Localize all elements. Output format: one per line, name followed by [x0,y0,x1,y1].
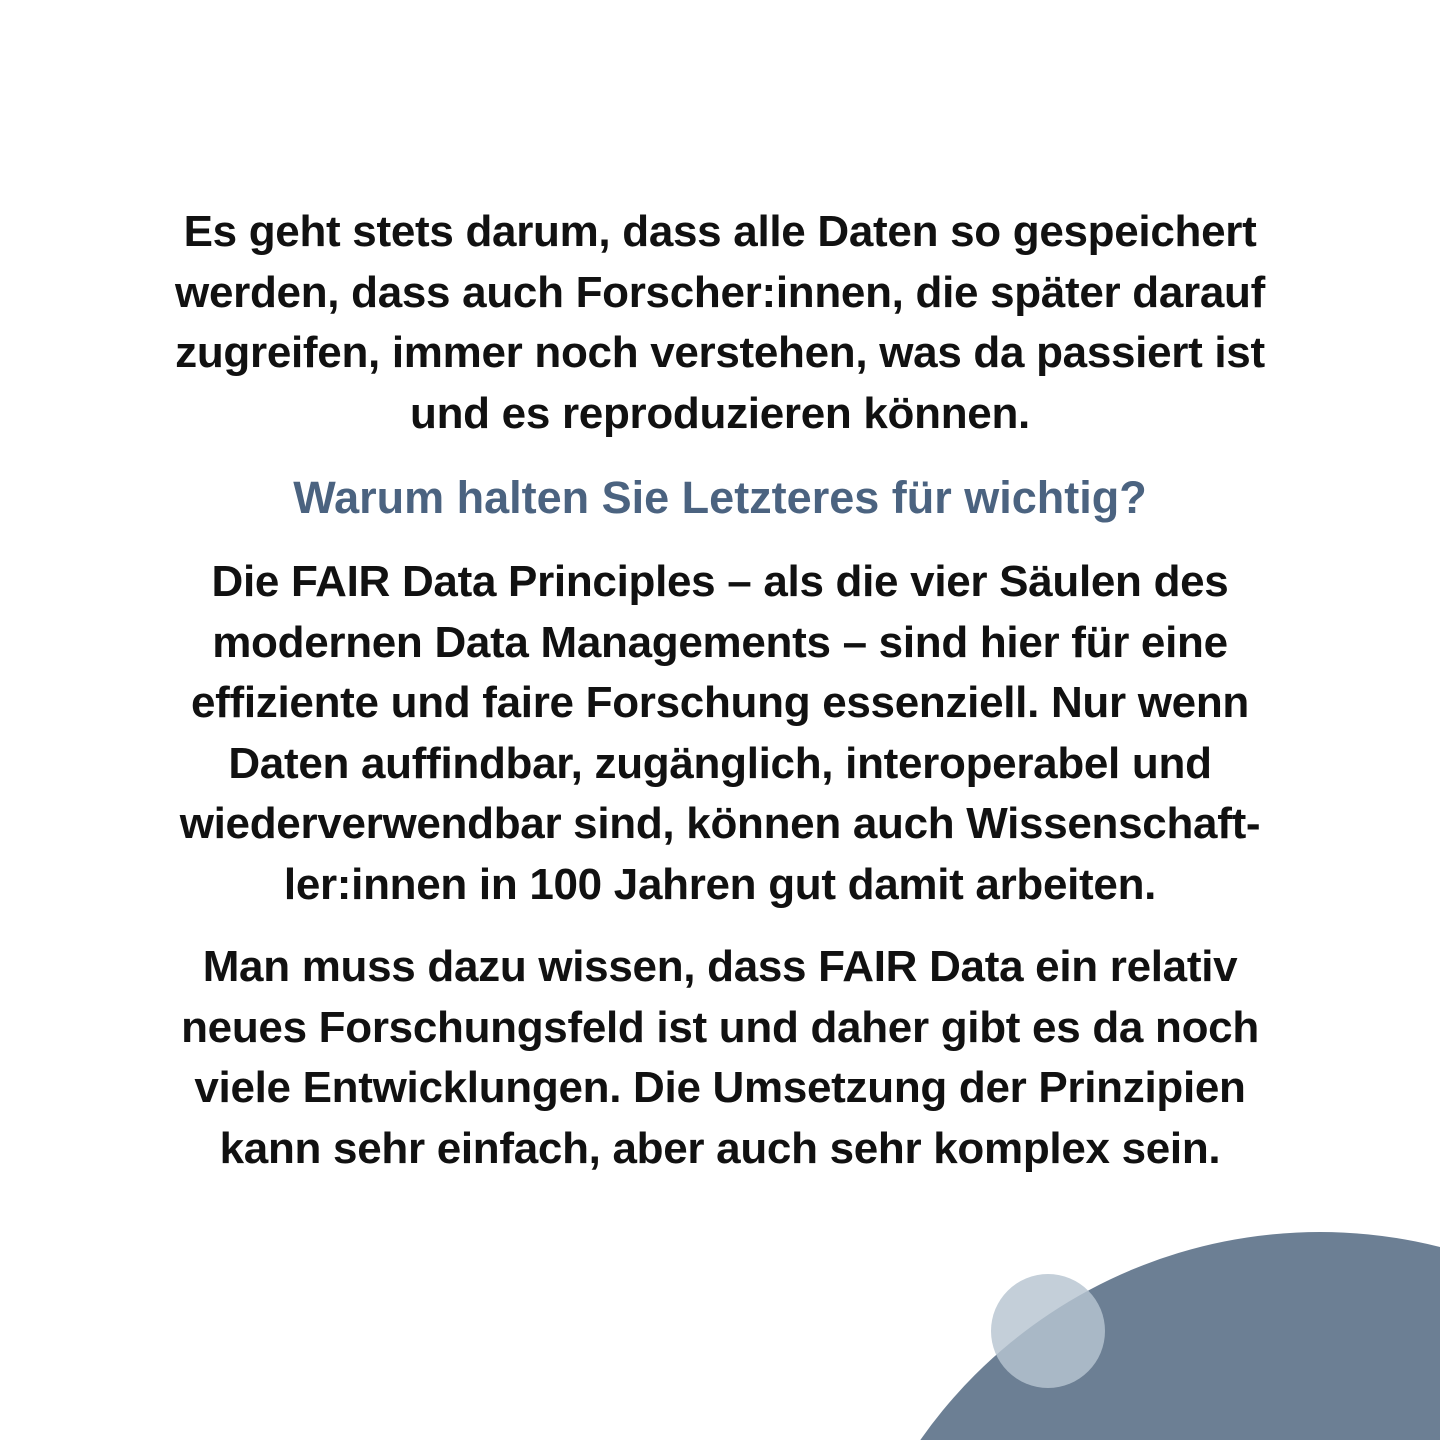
answer-line: Es geht stets darum, dass alle Daten so gespeichert [183,207,1257,256]
answer-line: ler:innen in 100 Jahren gut damit arbeiten. [283,859,1157,909]
answer-paragraph-1 [120,202,1320,444]
answer-line: Daten auffindbar, zugänglich, interoperabel und [228,738,1212,788]
paragraph-spacer [0,915,1440,937]
answer-line: Die FAIR Data Principles – als die vier Säulen des [211,557,1229,606]
answer-line: modernen Data Managements – sind hier für eine [212,617,1228,667]
answer-line: neues Forschungsfeld ist und daher gibt es da noch [181,1002,1259,1052]
interview-content [0,202,1440,1179]
answer-line: und es reproduzieren können. [410,388,1030,438]
large-decorative-circle [832,1232,1440,1440]
answer-line: viele Entwicklungen. Die Umsetzung der Prinzipien [194,1063,1246,1112]
answer-paragraph-2 [120,552,1320,915]
answer-line: wiederverwendbar sind, können auch Wissenschaft- [179,799,1261,848]
answer-line: effiziente und faire Forschung essenziell. Nur wenn [191,678,1249,727]
answer-line: Man muss dazu wissen, dass FAIR Data ein relativ [202,942,1238,991]
answer-line: kann sehr einfach, aber auch sehr komplex sein. [219,1123,1221,1173]
small-decorative-circle [991,1274,1105,1388]
answer-line: werden, dass auch Forscher:innen, die später darauf [175,267,1265,317]
answer-line: zugreifen, immer noch verstehen, was da passiert ist [175,328,1265,377]
answer-paragraph-3 [120,937,1320,1179]
interview-question: Warum halten Sie Letzteres für wichtig? [293,472,1147,523]
